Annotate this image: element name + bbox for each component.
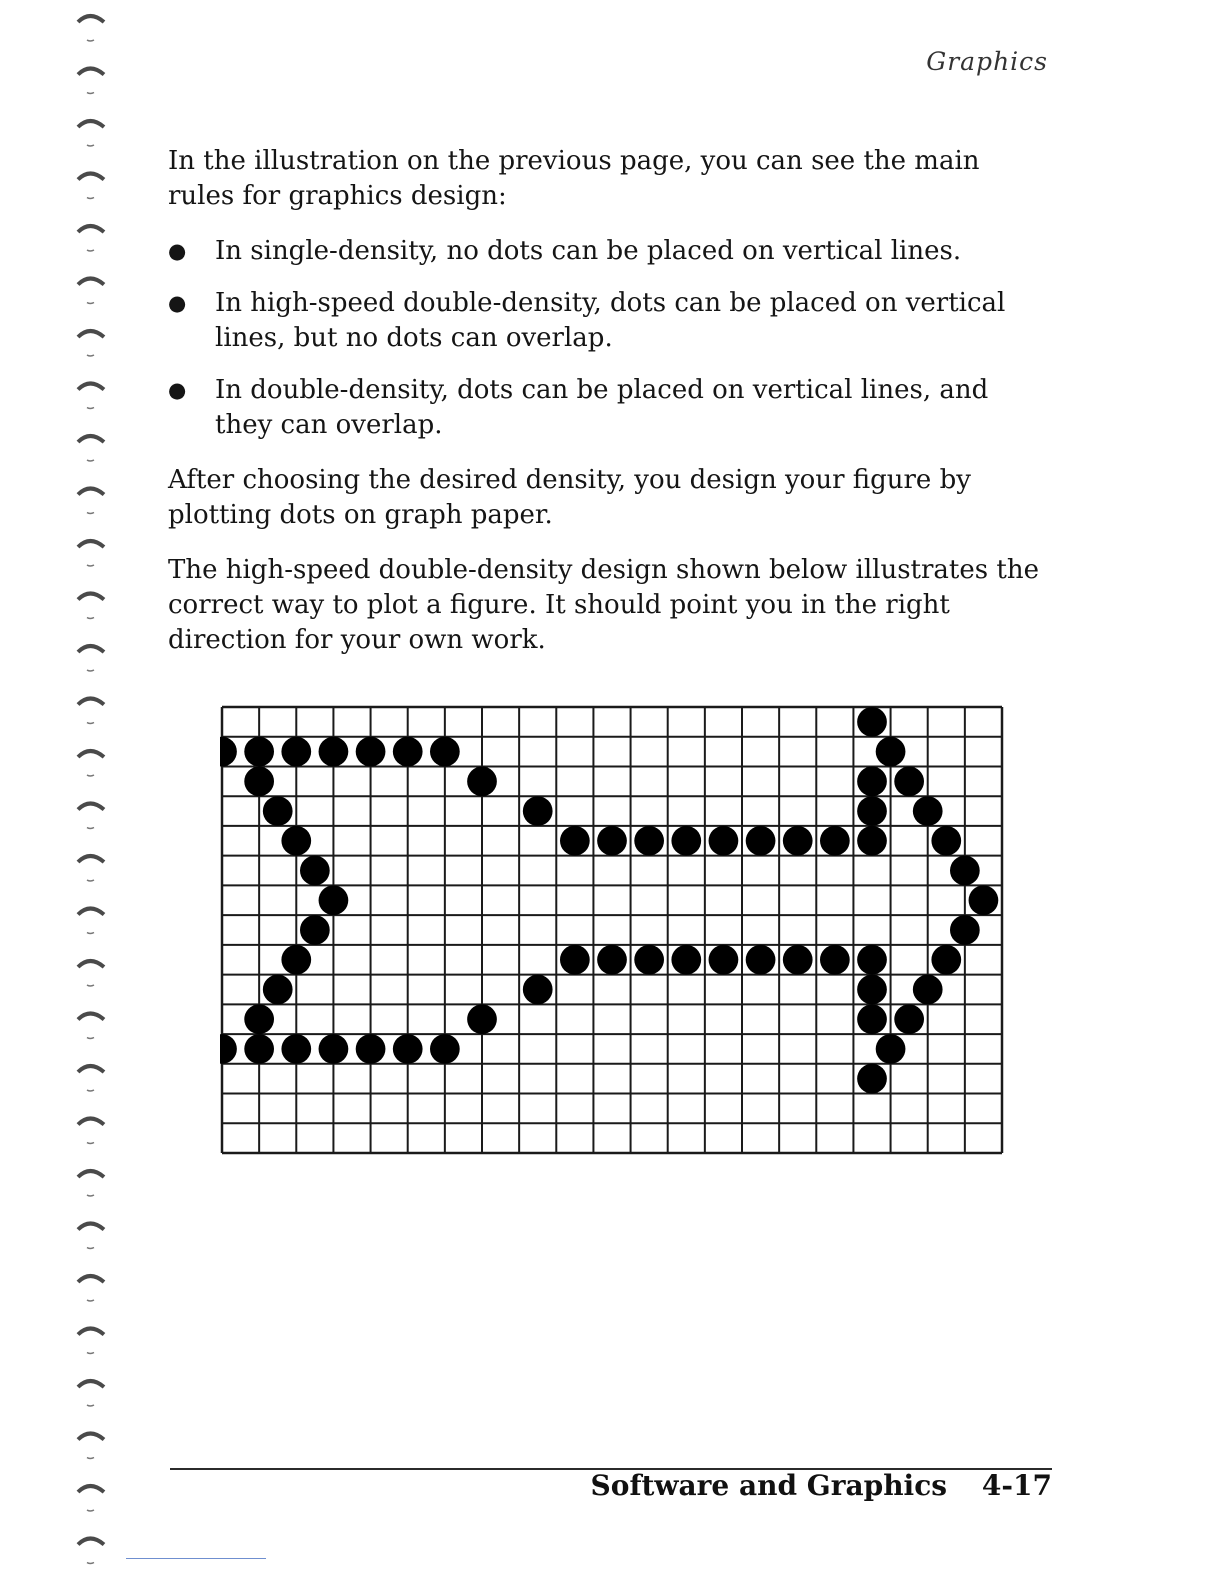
binding-mark: [87, 1458, 94, 1459]
binding-mark: [87, 198, 94, 199]
binding-ring-icon: [78, 1119, 104, 1125]
plotted-dot: [894, 1004, 924, 1034]
binding-mark: [87, 1090, 94, 1091]
plotted-dot: [244, 1004, 274, 1034]
binding-ring-icon: [78, 1224, 104, 1230]
plotted-dot: [393, 1034, 423, 1064]
plotted-dot: [263, 796, 293, 826]
binding-mark: [87, 775, 94, 776]
binding-mark: [87, 1143, 94, 1144]
plotted-dot: [220, 1034, 237, 1064]
binding-mark: [87, 303, 94, 304]
plotted-dot: [220, 737, 237, 767]
plotted-dot: [263, 975, 293, 1005]
plotted-dot: [244, 766, 274, 796]
binding-ring-icon: [78, 331, 104, 337]
plotted-dot: [857, 1004, 887, 1034]
plotted-dot: [857, 945, 887, 975]
binding-ring-icon: [78, 1434, 104, 1440]
plotted-dot: [783, 826, 813, 856]
list-item: [168, 234, 1048, 269]
binding-mark: [87, 145, 94, 146]
binding-ring-icon: [78, 489, 104, 495]
binding-ring-icon: [78, 384, 104, 390]
plotted-dot: [430, 1034, 460, 1064]
plotted-dot: [244, 1034, 274, 1064]
plotted-dot: [820, 945, 850, 975]
binding-ring-icon: [78, 1276, 104, 1282]
binding-mark: [87, 1248, 94, 1249]
binding-ring-icon: [78, 751, 104, 757]
rule-text: In double-density, dots can be placed on vertical lines, and they can overlap.: [215, 375, 989, 440]
binding-ring-icon: [78, 279, 104, 285]
list-item: [168, 373, 1048, 443]
binding-mark: [87, 460, 94, 461]
binding-ring-icon: [78, 1381, 104, 1387]
plotted-dot: [931, 826, 961, 856]
plotted-dot: [913, 975, 943, 1005]
binding-mark: [87, 618, 94, 619]
plotted-dot: [634, 826, 664, 856]
binding-ring-icon: [78, 961, 104, 967]
binding-ring-icon: [78, 699, 104, 705]
plotted-dot: [523, 796, 553, 826]
binding-mark: [87, 880, 94, 881]
plotted-dot: [969, 885, 999, 915]
binding-ring-icon: [78, 856, 104, 862]
binding-ring-icon: [78, 16, 104, 22]
binding-mark: [87, 1353, 94, 1354]
plotted-dot: [876, 1034, 906, 1064]
plotted-dot: [467, 1004, 497, 1034]
plotted-dot: [913, 796, 943, 826]
binding-ring-icon: [78, 1066, 104, 1072]
example-paragraph: The high-speed double-density design shown below illustrates the correct way to plot a figure. It should point you in the right direction for your own work.: [168, 555, 1039, 655]
plotted-dot: [746, 826, 776, 856]
binding-ring-icon: [78, 909, 104, 915]
binding-ring-icon: [78, 1329, 104, 1335]
plotted-dot: [244, 737, 274, 767]
binding-mark: [87, 1510, 94, 1511]
footer-section-title: Software and Graphics: [590, 1469, 947, 1502]
binding-ring-icon: [78, 1539, 104, 1545]
running-header: Graphics: [926, 47, 1048, 76]
plotted-dot: [356, 737, 386, 767]
plotted-dot: [857, 796, 887, 826]
binding-ring-icon: [78, 226, 104, 232]
binding-mark: [87, 1300, 94, 1301]
plotted-dot: [931, 945, 961, 975]
plotted-dot: [876, 737, 906, 767]
plotted-dot: [671, 945, 701, 975]
plotted-dot: [950, 856, 980, 886]
binding-mark: [87, 933, 94, 934]
plotted-dot: [319, 737, 349, 767]
plotted-dot: [300, 915, 330, 945]
binding-ring-icon: [78, 1171, 104, 1177]
plotted-dot: [281, 945, 311, 975]
binding-ring-icon: [78, 121, 104, 127]
bullet-icon: ●: [168, 239, 187, 263]
binding-ring-icon: [78, 1486, 104, 1492]
plotted-dot: [950, 915, 980, 945]
plotted-dot: [560, 945, 590, 975]
binding-mark: [87, 40, 94, 41]
binding-mark: [87, 565, 94, 566]
plotted-dot: [467, 766, 497, 796]
dot-graph-paper-figure: [220, 705, 1004, 1155]
plotted-dot: [300, 856, 330, 886]
plotted-dot: [319, 885, 349, 915]
intro-paragraph: In the illustration on the previous page, you can see the main rules for graphics design:: [168, 146, 980, 211]
list-item: [168, 286, 1048, 356]
binding-mark: [87, 408, 94, 409]
binding-ring-icon: [78, 541, 104, 547]
binding-ring-icon: [78, 594, 104, 600]
plotted-dot: [319, 1034, 349, 1064]
binding-mark: [87, 828, 94, 829]
bullet-icon: ●: [168, 378, 187, 402]
binding-mark: [87, 670, 94, 671]
plotted-dot: [560, 826, 590, 856]
plotted-dot: [857, 766, 887, 796]
plotted-dot: [746, 945, 776, 975]
plotted-dot: [597, 945, 627, 975]
scan-edge-line: [126, 1558, 266, 1559]
plotted-dot: [281, 737, 311, 767]
plotted-dot: [857, 826, 887, 856]
density-paragraph: After choosing the desired density, you design your figure by plotting dots on graph paper.: [168, 465, 971, 530]
plotted-dot: [356, 1034, 386, 1064]
dot-grid: [220, 705, 1004, 1155]
design-rules-list: [168, 234, 1048, 443]
plotted-dot: [430, 737, 460, 767]
plotted-dot: [857, 975, 887, 1005]
plotted-dot: [523, 975, 553, 1005]
plotted-dot: [634, 945, 664, 975]
page-body: [168, 144, 1048, 678]
binding-ring-icon: [78, 436, 104, 442]
plotted-dot: [709, 945, 739, 975]
binding-mark: [87, 93, 94, 94]
rule-text: In high-speed double-density, dots can be placed on vertical lines, but no dots can overlap.: [215, 288, 1006, 353]
binding-ring-icon: [78, 1014, 104, 1020]
plotted-dot: [281, 1034, 311, 1064]
plotted-dot: [783, 945, 813, 975]
plotted-dot: [709, 826, 739, 856]
binding-ring-icon: [78, 646, 104, 652]
plotted-dot: [857, 1064, 887, 1094]
plotted-dot: [894, 766, 924, 796]
binding-mark: [87, 1563, 94, 1564]
plotted-dot: [597, 826, 627, 856]
binding-ring-icon: [78, 804, 104, 810]
binding-mark: [87, 513, 94, 514]
rule-text: In single-density, no dots can be placed on vertical lines.: [215, 236, 962, 266]
binding-mark: [87, 985, 94, 986]
binding-mark: [87, 355, 94, 356]
spiral-binding: [72, 0, 124, 1584]
plotted-dot: [857, 707, 887, 737]
binding-ring-icon: [78, 69, 104, 75]
binding-mark: [87, 723, 94, 724]
plotted-dot: [671, 826, 701, 856]
bullet-icon: ●: [168, 291, 187, 315]
binding-mark: [87, 1405, 94, 1406]
binding-ring-icon: [78, 174, 104, 180]
plotted-dot: [820, 826, 850, 856]
plotted-dot: [393, 737, 423, 767]
binding-mark: [87, 1195, 94, 1196]
binding-mark: [87, 250, 94, 251]
page-number: 4-17: [981, 1469, 1052, 1502]
binding-mark: [87, 1038, 94, 1039]
plotted-dot: [281, 826, 311, 856]
